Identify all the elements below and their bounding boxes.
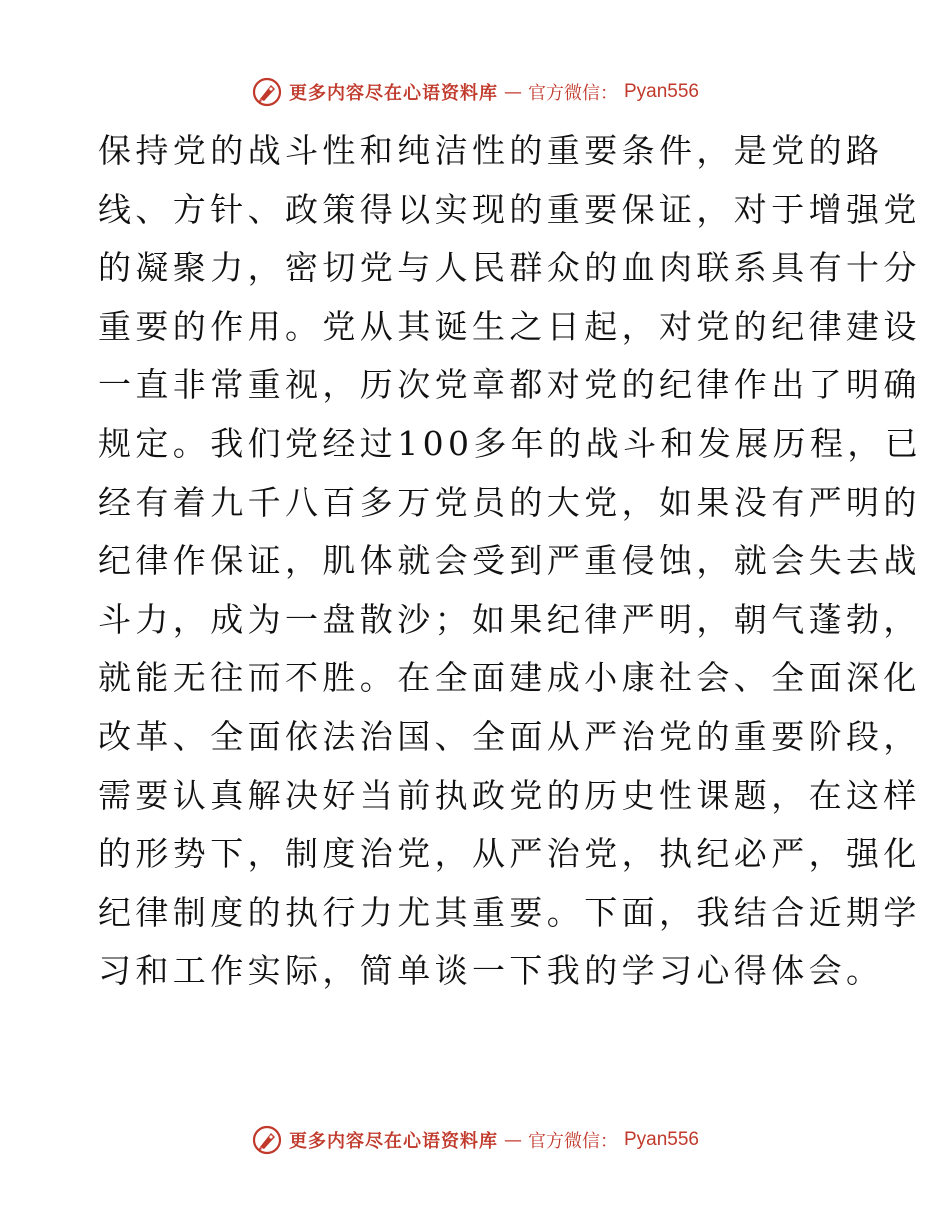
document-body (98, 122, 923, 1001)
footer-wechat-id: Pyan556 (623, 1129, 699, 1150)
text-line: 线、方针、政策得以实现的重要保证，对于增强党 (98, 189, 921, 229)
footer-banner (0, 1120, 950, 1160)
text-line: 重要的作用。党从其诞生之日起，对党的纪律建设 (98, 306, 921, 346)
pen-nib-logo-icon (251, 76, 283, 108)
text-line: 斗力，成为一盘散沙；如果纪律严明，朝气蓬勃， (98, 599, 921, 639)
text-line: 的凝聚力，密切党与人民群众的血肉联系具有十分 (98, 248, 921, 288)
text-line: 保持党的战斗性和纯洁性的重要条件，是党的路 (98, 131, 884, 170)
text-line: 纪律制度的执行力尤其重要。下面，我结合近期学 (98, 892, 921, 932)
text-line: 的形势下，制度治党，从严治党，执纪必严，强化 (98, 834, 921, 874)
pen-nib-logo-icon (251, 1124, 283, 1156)
text-line: 经有着九千八百多万党员的大党，如果没有严明的 (98, 482, 921, 522)
header-wechat-id: Pyan556 (623, 81, 699, 102)
text-line: 规定。我们党经过100多年的战斗和发展历程，已 (98, 423, 923, 463)
text-line: 需要认真解决好当前执政党的历史性课题，在这样 (98, 775, 921, 815)
text-line: 习和工作实际，简单谈一下我的学习心得体会。 (98, 951, 884, 991)
text-line: 一直非常重视，历次党章都对党的纪律作出了明确 (98, 365, 921, 405)
text-line: 改革、全面依法治国、全面从严治党的重要阶段， (98, 716, 921, 756)
header-brand-text: 更多内容尽在心语资料库 (288, 83, 498, 104)
text-line: 就能无往而不胜。在全面建成小康社会、全面深化 (98, 658, 921, 698)
header-banner (0, 72, 950, 112)
footer-separator: — (503, 1129, 522, 1151)
text-line: 纪律作保证，肌体就会受到严重侵蚀，就会失去战 (98, 541, 921, 581)
header-wechat-label: 官方微信： (527, 83, 618, 104)
footer-brand-text: 更多内容尽在心语资料库 (288, 1131, 498, 1152)
footer-wechat-label: 官方微信： (527, 1131, 618, 1152)
header-separator: — (503, 81, 522, 103)
